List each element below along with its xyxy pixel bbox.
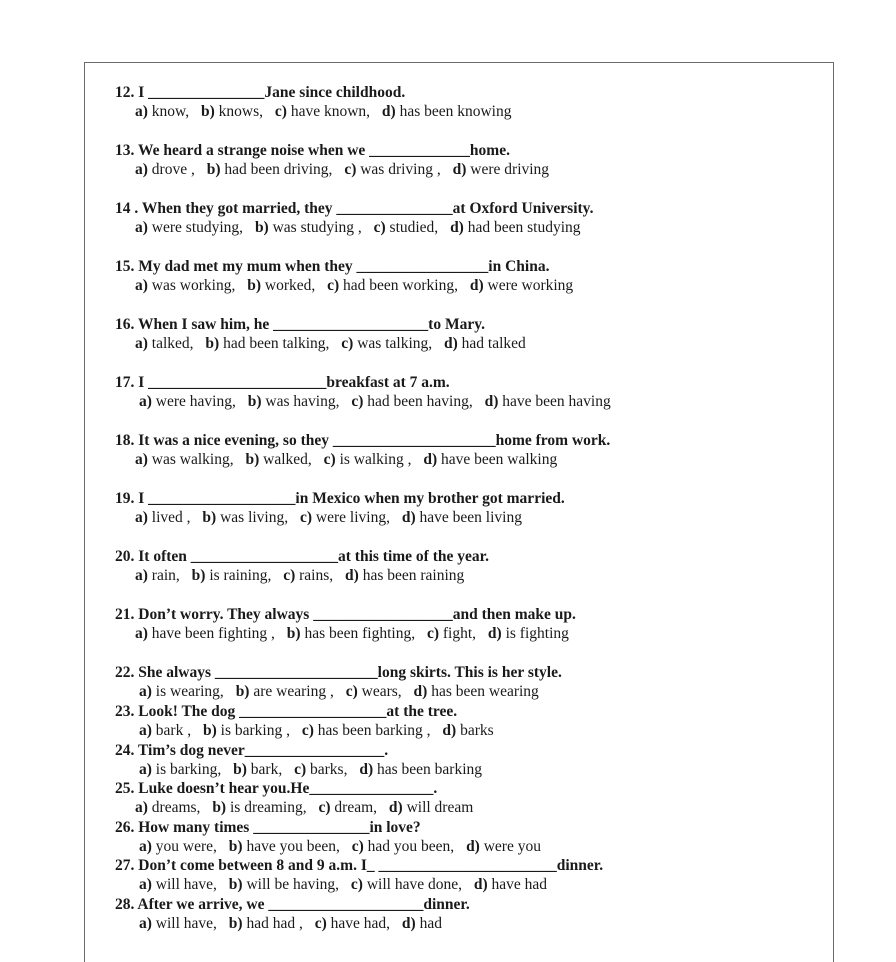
question-stem: 19. I ___________________in Mexico when my brother got married. (115, 490, 565, 507)
option-a: a) bark , (139, 722, 192, 739)
option-a: a) was working, (135, 277, 236, 294)
option-b: b) bark, (233, 761, 283, 778)
answer-options (135, 566, 472, 585)
option-d: d) had (401, 915, 442, 932)
option-d: d) barks (442, 722, 494, 739)
answer-options (139, 875, 555, 894)
option-a: a) will have, (139, 876, 217, 893)
option-d: d) had talked (444, 335, 526, 352)
option-b: b) was living, (202, 509, 289, 526)
option-a: a) were studying, (135, 219, 244, 236)
answer-options (139, 682, 547, 701)
option-b: b) worked, (247, 277, 316, 294)
option-c: c) has been barking , (301, 722, 431, 739)
option-b: b) walked, (245, 451, 312, 468)
answer-options (135, 624, 577, 643)
question-stem: 23. Look! The dog ___________________at the tree. (115, 703, 458, 720)
option-b: b) have you been, (228, 838, 340, 855)
option-b: b) are wearing , (235, 683, 334, 700)
option-a: a) is barking, (139, 761, 222, 778)
option-b: b) knows, (200, 103, 264, 120)
question-stem: 15. My dad met my mum when they _________________in China. (115, 258, 550, 275)
option-b: b) is dreaming, (212, 799, 307, 816)
answer-options (135, 160, 557, 179)
option-a: a) is wearing, (139, 683, 224, 700)
question-stem: 20. It often ___________________at this time of the year. (115, 548, 489, 565)
option-b: b) had been driving, (206, 161, 333, 178)
option-a: a) dreams, (135, 799, 201, 816)
answer-options (135, 334, 534, 353)
answer-options (135, 450, 565, 469)
option-a: a) lived , (135, 509, 191, 526)
option-c: c) was driving , (344, 161, 441, 178)
answer-options (135, 102, 519, 121)
option-d: d) has been knowing (381, 103, 512, 120)
option-d: d) were working (469, 277, 574, 294)
question-stem: 28. After we arrive, we ____________________dinner. (115, 896, 470, 913)
answer-options (135, 276, 581, 295)
option-d: d) had been studying (450, 219, 581, 236)
question-stem: 22. She always _____________________long skirts. This is her style. (115, 664, 562, 681)
option-a: a) drove , (135, 161, 195, 178)
answer-options (135, 218, 589, 237)
option-a: a) was walking, (135, 451, 234, 468)
question-stem: 14 . When they got married, they _______________at Oxford University. (115, 200, 594, 217)
option-b: b) was studying , (254, 219, 362, 236)
answer-options (139, 760, 490, 779)
option-c: c) have had, (314, 915, 391, 932)
answer-options (135, 508, 530, 527)
option-c: c) have known, (274, 103, 371, 120)
option-b: b) had been talking, (205, 335, 330, 352)
option-d: d) will dream (388, 799, 474, 816)
option-c: c) were living, (300, 509, 390, 526)
question-stem: 18. It was a nice evening, so they _____________________home from work. (115, 432, 611, 449)
question-stem: 24. Tim’s dog never__________________. (115, 742, 389, 759)
option-a: a) talked, (135, 335, 194, 352)
option-d: d) is fighting (487, 625, 569, 642)
option-c: c) dream, (318, 799, 378, 816)
option-c: c) was talking, (341, 335, 433, 352)
option-c: c) will have done, (350, 876, 462, 893)
option-d: d) has been raining (345, 567, 465, 584)
option-a: a) were having, (139, 393, 236, 410)
option-a: a) you were, (139, 838, 217, 855)
option-b: b) is raining, (191, 567, 272, 584)
answer-options (139, 837, 549, 856)
option-c: c) is walking , (323, 451, 412, 468)
question-stem: 21. Don’t worry. They always __________________and then make up. (115, 606, 576, 623)
option-d: d) have had (473, 876, 548, 893)
option-c: c) barks, (294, 761, 348, 778)
worksheet-page (84, 62, 834, 962)
option-c: c) fight, (426, 625, 477, 642)
option-d: d) have been walking (423, 451, 558, 468)
option-c: c) had been having, (351, 393, 473, 410)
question-stem: 13. We heard a strange noise when we _____________home. (115, 142, 510, 159)
option-a: a) have been fighting , (135, 625, 275, 642)
option-d: d) were driving (452, 161, 550, 178)
option-b: b) will be having, (228, 876, 340, 893)
option-d: d) have been having (484, 393, 611, 410)
question-stem: 25. Luke doesn’t hear you.He________________. (115, 780, 438, 797)
option-d: d) has been barking (359, 761, 483, 778)
answer-options (139, 721, 502, 740)
option-a: a) know, (135, 103, 190, 120)
question-stem: 16. When I saw him, he ____________________to Mary. (115, 316, 486, 333)
option-c: c) wears, (345, 683, 402, 700)
option-b: b) is barking , (202, 722, 290, 739)
option-c: c) had been working, (327, 277, 458, 294)
answer-options (135, 798, 481, 817)
question-stem: 17. I _______________________breakfast at 7 a.m. (115, 374, 450, 391)
option-d: d) have been living (401, 509, 522, 526)
question-stem: 27. Don’t come between 8 and 9 a.m. I_ _______________________dinner. (115, 857, 604, 874)
answer-options (139, 914, 450, 933)
option-b: b) had had , (228, 915, 303, 932)
option-c: c) had you been, (351, 838, 455, 855)
question-stem: 12. I _______________Jane since childhood. (115, 84, 406, 101)
option-b: b) has been fighting, (286, 625, 416, 642)
option-d: d) has been wearing (413, 683, 539, 700)
option-d: d) were you (466, 838, 541, 855)
option-a: a) rain, (135, 567, 180, 584)
option-a: a) will have, (139, 915, 217, 932)
option-c: c) rains, (283, 567, 334, 584)
option-b: b) was having, (247, 393, 340, 410)
question-stem: 26. How many times _______________in love? (115, 819, 421, 836)
option-c: c) studied, (373, 219, 439, 236)
answer-options (139, 392, 619, 411)
